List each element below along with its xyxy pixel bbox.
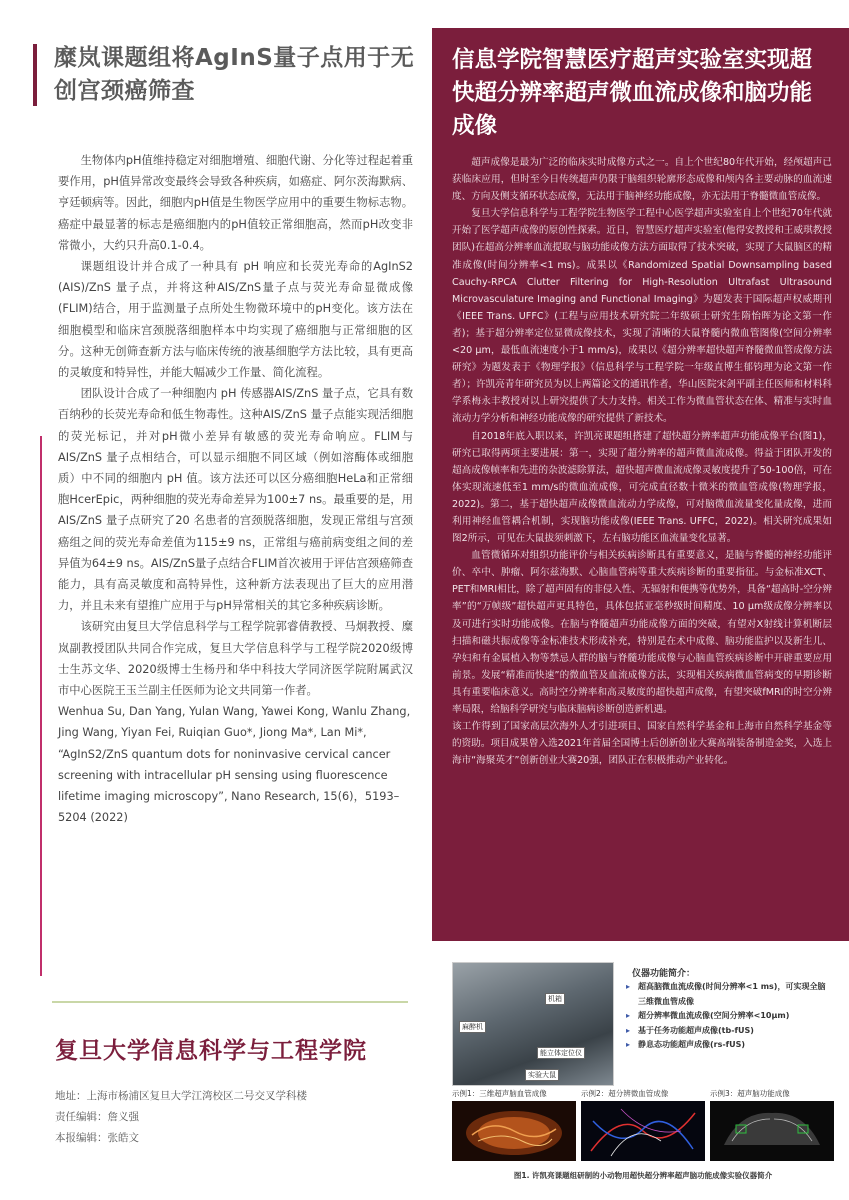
- example-label: 示例1：三维超声脑血管成像: [452, 1089, 547, 1098]
- right-paragraph: 超声成像是最为广泛的临床实时成像方式之一。自上个世纪80年代开始，经颅超声已获临床应用，但时至今日传统超声仍限于脑组织轮廓形态成像和颅内各主要动脉的血流速度、方向及侧支循环状态成像，无法用于脑神经功能成像，亦无法用于脊髓微血管成像。: [452, 157, 832, 203]
- school-name: 复旦大学信息科学与工程学院: [55, 1037, 367, 1064]
- right-article-body: [452, 154, 832, 769]
- photo-label: 机箱: [545, 993, 565, 1005]
- spec-item: ▸ 超高脑微血流成像(时间分辨率<1 ms)，可实现全脑三维微血管成像: [626, 980, 831, 1009]
- section-accent-line: [40, 436, 42, 976]
- left-paragraph: 团队设计合成了一种细胞内 pH 传感器AIS/ZnS 量子点，它具有数百纳秒的长荧光寿命和低生物毒性。这种AIS/ZnS 量子点能实现活细胞的荧光标记，并对pH微小差异有敏感的荧光寿命响应。FLIM与 AIS/ZnS 量子点相结合，可以显示细胞不同区域（例如溶酶体或细胞质）中不同的细胞内 pH 值。该方法还可以区分癌细胞HeLa和正常细胞HcerEpic，两种细胞的荧光寿命差异为100±7 ns。最重要的是，用 AIS/ZnS 量子点研究了20 名患者的宫颈脱落细胞，发现正常组与宫颈癌组之间的荧光寿命差值为115±9 ns，正常组与癌前病变组之间的差异值为64±9 ns。AIS/ZnS量子点结合FLIM首次被用于评估宫颈癌筛查能力，具有高灵敏度和高特异性，这种新方法表现出了巨大的应用潜力，并且未来有望推广应用于与pH异常相关的其它多种疾病诊断。: [58, 387, 413, 613]
- example-label: 示例3：超声脑功能成像: [710, 1089, 790, 1098]
- example-2: [581, 1088, 707, 1164]
- example-1: [452, 1088, 578, 1164]
- example-3: [710, 1088, 836, 1164]
- spec-title: 仪器功能简介：: [632, 969, 696, 979]
- left-paragraph: 生物体内pH值维持稳定对细胞增殖、细胞代谢、分化等过程起着重要作用，pH值异常改变最终会导致各种疾病，如癌症、阿尔茨海默病、亨廷顿病等。因此，细胞内pH值是生物医学应用中的重要生物标志物。癌症中最显著的标志是癌细胞内的pH值较正常细胞高，然而pH改变非常微小，大约只升高0.1-0.4。: [58, 154, 413, 252]
- photo-label: 能立体定位仪: [537, 1047, 585, 1059]
- divider-line: [52, 1001, 408, 1003]
- editor-line: 责任编辑：詹义强: [55, 1111, 139, 1123]
- spec-list: [626, 980, 831, 1053]
- page-editor-line: 本报编辑：张皓文: [55, 1132, 139, 1144]
- left-paragraph: 课题组设计并合成了一种具有 pH 响应和长荧光寿命的AgInS2 (AIS)/ZnS 量子点，并将这种AIS/ZnS量子点与荧光寿命显微成像(FLIM)结合，用于监测量子点所处生物微环境中的pH变化。该方法在细胞模型和临床宫颈脱落细胞样本中均实现了癌细胞与正常细胞的区分。这种无创筛查新方法与临床传统的液基细胞学方法比较，具有更高的灵敏度和特异性，并能大幅减少工作量、简化流程。: [58, 260, 413, 380]
- right-paragraph: 该工作得到了国家高层次海外人才引进项目、国家自然科学基金和上海市自然科学基金等的资助。项目成果曾入选2021年首届全国博士后创新创业大赛高端装备制造金奖，入选上海市“海聚英才”创新创业大赛20强，团队正在积极推动产业转化。: [452, 721, 832, 767]
- left-article-body: [58, 150, 413, 829]
- title-accent-bar: [33, 44, 37, 106]
- 3d-vessel-image: [452, 1101, 576, 1161]
- photo-label: 实验大鼠: [525, 1069, 559, 1081]
- reference-citation: Wenhua Su, Dan Yang, Yulan Wang, Yawei Kong, Wanlu Zhang, Jing Wang, Yiyan Fei, Ruiqian Guo*, Jiong Ma*, Lan Mi*, “AgInS2/ZnS quantum dots for noninvasive cervical cancer screening with intracellular pH sensing using fluorescence lifetime imaging microscopy”, Nano Research, 15(6)，5193–5204 (2022): [58, 705, 411, 825]
- example-label: 示例2：超分辨微血管成像: [581, 1089, 669, 1098]
- right-paragraph: 自2018年底入职以来，许凯亮课题组搭建了超快超分辨率超声功能成像平台(图1)，研究已取得两项主要进展：第一，实现了超分辨率的超声微血流成像。得益于团队开发的超高成像帧率和先进的杂波滤除算法，超快超声微血流成像灵敏度提升了50-100倍，可在体实现流速低至1 mm/s的微血流成像，可完成直径数十微米的微血管成像(物理学报，2022)。第二，基于超快超声成像微血流动力学成像，可对脑微血流量变化量成像，进而利用神经血管耦合机制，实现脑功能成像(IEEE Trans. UFFC，2022)。相关研究成果如图2所示，可见在大鼠拔须刺激下，左右脑功能区血流量变化显著。: [452, 430, 832, 545]
- spec-item: ▸ 基于任务功能超声成像(tb-fUS): [626, 1024, 831, 1039]
- right-paragraph: 复旦大学信息科学与工程学院生物医学工程中心医学超声实验室自上个世纪70年代就开始了医学超声成像的原创性探索。近日，智慧医疗超声实验室(他得安教授和王威琪教授团队)在超高分辨率血流提取与脑功能成像方法方面取得了技术突破，实现了大鼠脑区的精准成像(时间分辨率<1 ms)。成果以《Randomized Spatial Downsampling based Cauchy-RPCA Clutter Filtering for High-Resolution Ultrafast Ultrasound Microvasculature Imaging and Functional Imaging》为题发表于国际超声权威期刊《IEEE Trans. UFFC》(工程与应用技术研究院二年级硕士研究生隋怡晖为论文第一作者)；基于超分辨率定位显微成像技术，实现了清晰的大鼠脊髓内微血管图像(空间分辨率<20 μm，最低血流速度小于1 mm/s)，成果以《超分辨率超快超声脊髓微血管成像方法研究》为题发表于《物理学报》（信息科学与工程学院一年级直博生郁钧理为论文第一作者）；许凯亮青年研究员为以上两篇论文的通讯作者，华山医院宋剑平副主任医师和材料科学系梅永丰教授对以上研究提供了大力支持。相关工作为微血管状态在体、精准与实时血流动力学分析和神经功能成像的研究提供了新技术。: [452, 208, 832, 425]
- address-line: 地址：上海市杨浦区复旦大学江湾校区二号交叉学科楼: [55, 1090, 307, 1102]
- instrument-photo: [452, 962, 614, 1086]
- figure-caption: 图1. 许凯亮课题组研制的小动物用超快超分辨率超声脑功能成像实验仪器简介: [513, 1171, 773, 1180]
- spec-item: ▸ 静息态功能超声成像(rs-fUS): [626, 1038, 831, 1053]
- right-article-title: 信息学院智慧医疗超声实验室实现超快超分辨率超声微血流成像和脑功能成像: [452, 47, 813, 139]
- functional-image: [710, 1101, 834, 1161]
- left-article-title: 糜岚课题组将AgInS量子点用于无创宫颈癌筛查: [54, 45, 415, 104]
- spec-item: ▸ 超分辨率微血流成像(空间分辨率<10μm): [626, 1009, 831, 1024]
- masthead-info: [55, 1086, 307, 1149]
- super-resolution-image: [581, 1101, 705, 1161]
- left-paragraph: 该研究由复旦大学信息科学与工程学院郭睿倩教授、马炯教授、糜岚副教授团队共同合作完成，复旦大学信息科学与工程学院2020级博士生苏文华、2020级博士生杨丹和华中科技大学同济医学院附属武汉市中心医院王玉兰副主任医师为论文共同第一作者。: [58, 620, 413, 698]
- photo-label: 麻醉机: [459, 1021, 486, 1033]
- right-paragraph: 血管微循环对组织功能评价与相关疾病诊断具有重要意义，是脑与脊髓的神经功能评价、卒中、肿瘤、阿尔兹海默、心脑血管病等重大疾病诊断的重要指征。与金标准XCT、PET和MRI相比，除了超声固有的非侵入性、无辐射和便携等优势外，具备“超高时-空分辨率”的“万帧级”超快超声更具特色，具体包括亚毫秒级时间精度、10 μm级成像分辨率以及可进行实时功能成像。在脑与脊髓超声功能成像方面的突破，有望对X射线计算机断层扫描和磁共振成像等金标准技术形成补充，特别是在术中成像、脑功能监护以及新生儿、孕妇和有金属植入物等禁忌人群的脑与脊髓功能成像与心脑血管疾病诊断中开辟重要应用前景。发展“精准而快速”的微血管及血流成像方法，实现相关疾病微血管病变的早期诊断具有重要临床意义。高时空分辨率和高灵敏度的超快超声成像，有望突破fMRI的时空分辨率局限，给脑科学研究与临床脑病诊断创造新机遇。: [452, 550, 832, 715]
- figure-1: [452, 962, 834, 1184]
